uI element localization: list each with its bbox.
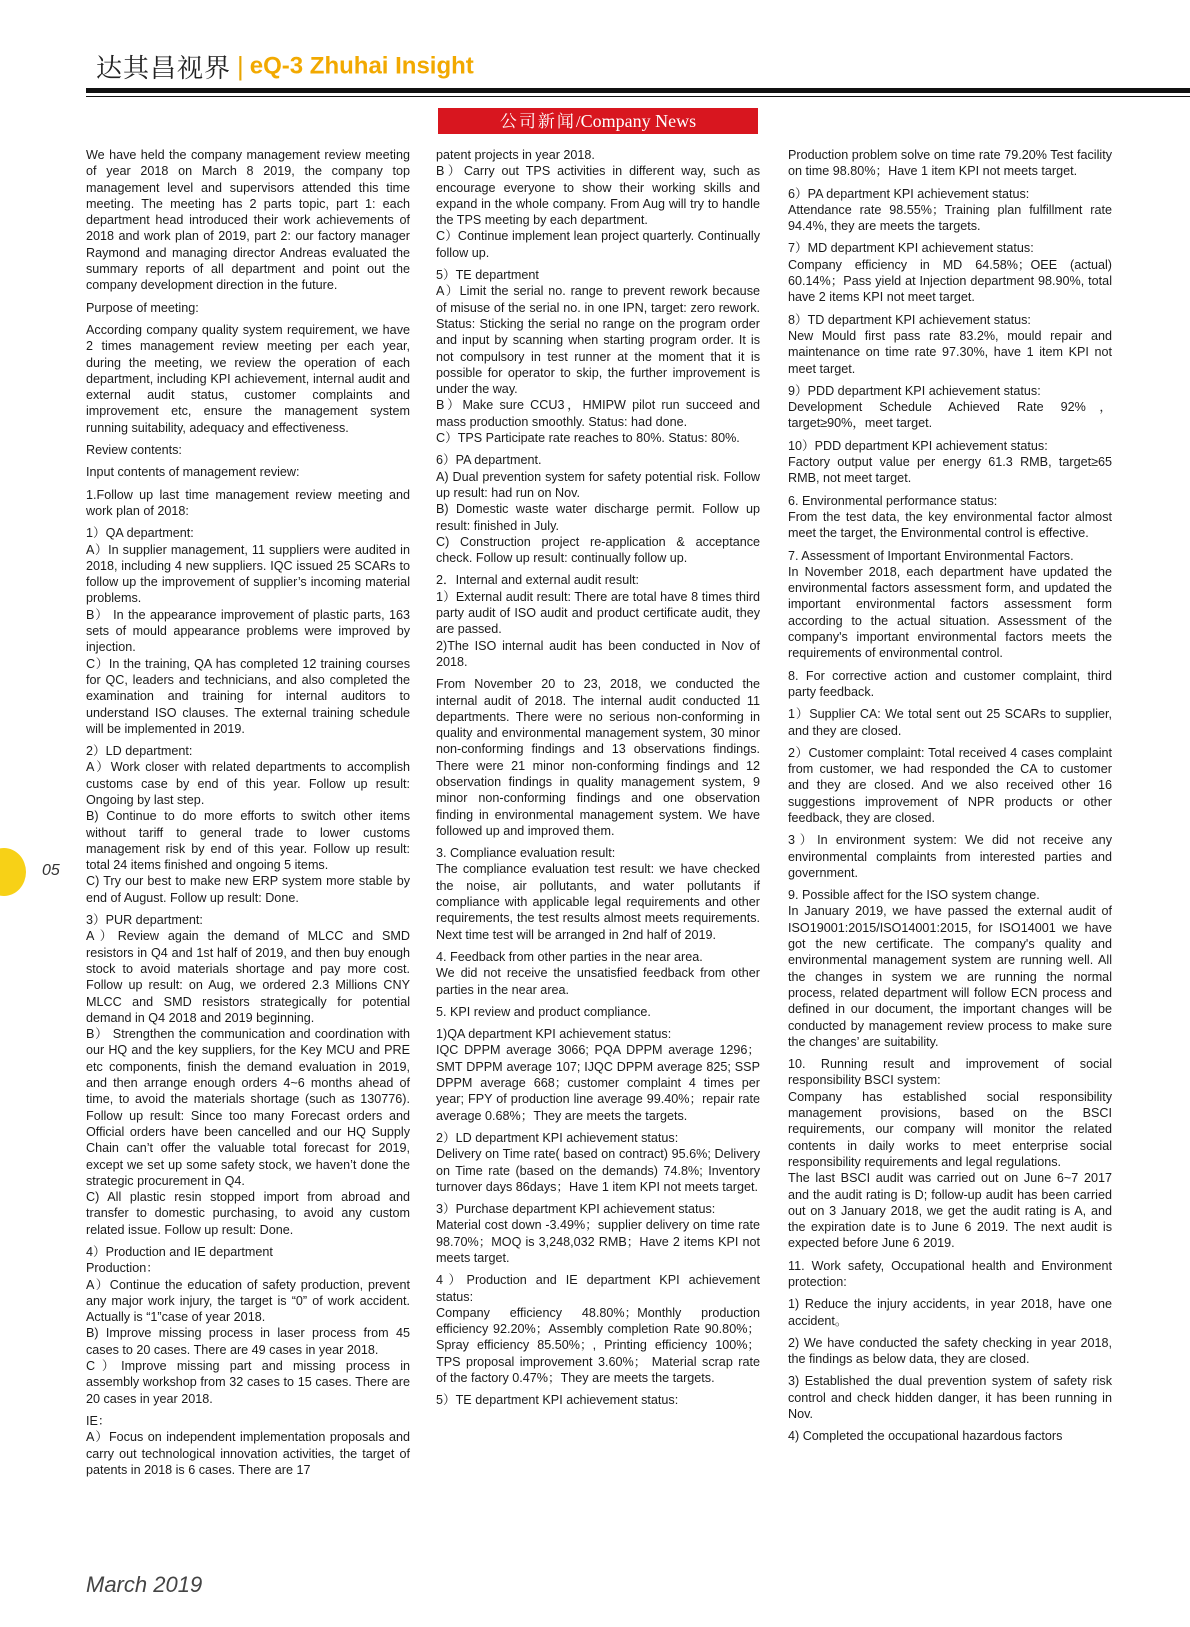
masthead-title-cn: 达其昌视界 [96, 54, 232, 84]
paragraph: 6. Environmental performance status: From the test data, the key environmental factor almost meet the target, the Environmental control is effective. [788, 493, 1112, 541]
paragraph: 4）Production and IE department KPI achievement status: Company efficiency 48.80%；Monthly production efficiency 92.20%；Assembly completion Rate 90.80%；Spray efficiency 85.50%；, Printing efficiency 100%；TPS proposal improvement 3.60%； Material scrap rate of the factory 0.47%；They are meets the targets. [436, 1273, 760, 1386]
page-number: 05 [42, 862, 60, 879]
article-column-1 [86, 147, 410, 1484]
paragraph: According company quality system requirement, we have 2 times management review meeting per each year, during the meeting, we review the operation of each department, including KPI achievement, internal audit and external audit status, customer complaints and improvement etc, ensure the management system running suitability, adequacy and effectiveness. [86, 322, 410, 435]
paragraph: 1）QA department: A）In supplier management, 11 suppliers were audited in 2018, including 4 new suppliers. IQC issued 25 SCARs to follow up the improvement of supplier’s incoming material problems. B） In the appearance improvement of plastic parts, 163 sets of mould appearance problems were improved by injection. C）In the training, QA has completed 12 training courses for QC, leaders and technicians, and also completed the examination and training for internal auditors to understand ISO clauses. The external training schedule will be implemented in 2019. [86, 526, 410, 736]
section-banner-en: Company News [580, 111, 697, 131]
paragraph: Production problem solve on time rate 79.20% Test facility on time 98.80%；Have 1 item KPI not meets target. [788, 148, 1112, 179]
masthead-separator: | [237, 51, 244, 81]
paragraph: 2) We have conducted the safety checking in year 2018, the findings as below data, they are closed. [788, 1335, 1112, 1367]
paragraph: 1) Reduce the injury accidents, in year 2018, have one accident。 [788, 1297, 1112, 1328]
paragraph: 6）PA department. A) Dual prevention system for safety potential risk. Follow up result: had run on Nov. B) Domestic waste water discharge permit. Follow up result: finished in July. C) Construction project re-application & acceptance check. Follow up result: continually follow up. [436, 453, 760, 566]
masthead [96, 48, 474, 88]
section-banner-slash: / [575, 112, 581, 131]
paragraph: Purpose of meeting: [86, 300, 199, 315]
paragraph: 8. For corrective action and customer complaint, third party feedback. [788, 668, 1112, 699]
article-column-2 [436, 147, 760, 1415]
paragraph: patent projects in year 2018. B）Carry out TPS activities in different way, such as encourage everyone to show their working skills and expand in the whole company. From Aug will try to handle the TPS meeting by each department. C）Continue implement lean project quarterly. Continually follow up. [436, 148, 760, 260]
paragraph: 2）LD department: A）Work closer with related departments to accomplish customs case by end of this year. Follow up result: Ongoing by last step. B) Continue to do more efforts to switch other items without tariff to general trade to lower customs management risk by end of this year. Follow up result: total 24 items finished and ongoing 5 items. C) Try our best to make new ERP system more stable by end of August. Follow up result: Done. [86, 744, 410, 905]
paragraph: 4. Feedback from other parties in the near area. We did not receive the unsatisfied feedback from other parties in the near area. [436, 949, 760, 997]
paragraph: 2）LD department KPI achievement status: Delivery on Time rate( based on contract) 95.6%; Delivery on Time rate (based on the demands) 74.8%; Inventory turnover days 86days；Have 1 item KPI not meets target. [436, 1130, 760, 1194]
section-banner-cn: 公司新闻 [499, 112, 576, 132]
paragraph: 9. Possible affect for the ISO system change. In January 2019, we have passed the external audit of ISO19001:2015/ISO14001:2015, for ISO14001 we have got the new certificate. The company's quality and environmental management system are running well. All the changes in system we are running the normal process, related department will follow ECN process and defined in our document, the important changes will be conducted by management review process to make sure the changes’ are suitability. [788, 888, 1112, 1049]
paragraph: IE： A）Focus on independent implementation proposals and carry out technological innovation activities, the target of patents in 2018 is 6 cases. There are 17 [86, 1413, 410, 1477]
paragraph: 9）PDD department KPI achievement status: Development Schedule Achieved Rate 92%，target≥90%，meet target. [788, 383, 1112, 431]
paragraph: 5）TE department A）Limit the serial no. range to prevent rework because of misuse of the serial no. in one IPN, target: zero rework. Status: Sticking the serial no range on the program order and input by scanning when starting program order. It is not compulsory in test runner at the moment that it is possible for operator to skip, the further improvement is under the way. B）Make sure CCU3，HMIPW pilot run succeed and mass production smoothly. Status: had done. C）TPS Participate rate reaches to 80%. Status: 80%. [436, 268, 760, 446]
paragraph: 4) Completed the occupational hazardous factors [788, 1429, 1063, 1444]
page-tab-marker [0, 848, 26, 896]
paragraph: From November 20 to 23, 2018, we conducted the internal audit of 2018. The internal audit conducted 11 departments. There were no serious non-conforming in quality and environmental management system, 30 minor non-conforming findings and 13 observations findings. There were 21 minor non-conforming findings and 12 observation findings in quality management system, 9 minor non-conforming findings and one observation finding in environmental management system. We have followed up and improved them. [436, 677, 760, 838]
paragraph: Input contents of management review: [86, 465, 300, 480]
paragraph: 5. KPI review and product compliance. [436, 1004, 651, 1019]
paragraph: 2．Internal and external audit result: 1）External audit result: There are total have 8 times third party audit of ISO audit and product certificate audit, they are passed. 2)The ISO internal audit has been conducted in Nov of 2018. [436, 573, 760, 669]
paragraph: 7）MD department KPI achievement status: Company efficiency in MD 64.58%；OEE (actual) 60.14%；Pass yield at Injection department 98.90%, total have 2 items KPI not meet target. [788, 241, 1112, 305]
paragraph: 8）TD department KPI achievement status: New Mould first pass rate 83.2%, mould repair and maintenance on time rate 97.30%, have 1 item KPI not meet target. [788, 312, 1112, 376]
paragraph: 10. Running result and improvement of social responsibility BSCI system: Company has established social responsibility management provisions, based on the BSCI requirements, our company will monitor the related contents in daily works to meet enterprise social responsibility requirements and legal regulations. The last BSCI audit was carried out on June 6~7 2017 and the audit rating is D; follow-up audit has been carried out on 3 January 2018, we get the audit rating is A, and the expiration date is to June 6 2019. The next audit is expected before June 6 2019. [788, 1057, 1112, 1251]
paragraph: 3. Compliance evaluation result: The compliance evaluation test result: we have checked the noise, air pollutants, and water pollutants if compliance with applicable legal requirements and other requirements, the test results almost meets requirements. Next time test will be arranged in 2nd half of 2019. [436, 846, 760, 942]
footer-date: March 2019 [86, 1572, 203, 1597]
paragraph: 7. Assessment of Important Environmental Factors. In November 2018, each department have updated the environmental factors assessment form, and updated the important environmental factors assessment form according to the actual situation. Assessment of the company's important environmental factors meets the requirements of environmental control. [788, 548, 1112, 661]
paragraph: 3）In environment system: We did not receive any environmental complaints from interested parties and government. [788, 833, 1112, 880]
masthead-title-en: eQ-3 Zhuhai Insight [249, 52, 474, 80]
paragraph: 1）Supplier CA: We total sent out 25 SCARs to supplier, and they are closed. [788, 707, 1112, 738]
paragraph: 10）PDD department KPI achievement status: Factory output value per energy 61.3 RMB, target≥65 RMB, not meet target. [788, 438, 1112, 486]
paragraph: 1)QA department KPI achievement status: IQC DPPM average 3066; PQA DPPM average 1296；SMT DPPM average 107; IJQC DPPM average 825; SSP DPPM average 668；customer complaint 4 times per year; FPY of production line average 99.40%；repair rate average 0.68%；They are meets the targets. [436, 1027, 760, 1123]
paragraph: Review contents: [86, 443, 182, 458]
section-banner [438, 108, 758, 134]
paragraph: 6）PA department KPI achievement status: Attendance rate 98.55%；Training plan fulfillment rate 94.4%, they are meets the targets. [788, 186, 1112, 234]
paragraph: 5）TE department KPI achievement status: [436, 1393, 679, 1408]
paragraph: 3）Purchase department KPI achievement status: Material cost down -3.49%；supplier delivery on time rate 98.70%；MOQ is 3,248,032 RMB；Have 2 items KPI not meets target. [436, 1202, 760, 1265]
paragraph: 3) Established the dual prevention system of safety risk control and check hidden danger, it has been running in Nov. [788, 1374, 1112, 1422]
article-column-3 [788, 147, 1112, 1451]
paragraph: We have held the company management review meeting of year 2018 on March 8 2019, the company top management level and supervisors attended this time meeting. The meeting has 2 parts topic, part 1: each department head introduced their work achievements of 2018 and work plan of 2019, part 2: our factory manager Raymond and managing director Andreas evaluated the summary reports of all department and point out the company development direction in the future. [86, 148, 410, 293]
paragraph: 2）Customer complaint: Total received 4 cases complaint from customer, we had responded the CA to customer and they are closed. And we also received other 16 suggestions improvement of NPR products or other feedback, they are closed. [788, 745, 1112, 825]
paragraph: 4）Production and IE department Production： A）Continue the education of safety production, prevent any major work injury, the target is “0” of work accident. Actually is “1”case of year 2018. B) Improve missing process in laser process from 45 cases to 20 cases. There are 49 cases in year 2018. C）Improve missing part and missing process in assembly workshop from 32 cases to 15 cases. There are 20 cases in year 2018. [86, 1245, 410, 1406]
paragraph: 3）PUR department: A）Review again the demand of MLCC and SMD resistors in Q4 and 1st half of 2019, and then buy enough stock to avoid materials shortage and pay more cost. Follow up result: on Aug, we ordered 2.3 Millions CNY MLCC and SMD resistors strategically for potential demand in Q4 2018 and 2019 beginning. B） Strengthen the communication and coordination with our HQ and the key suppliers, for the Key MCU and PRE etc components, finish the demand evaluation in 2019, and then arrange enough orders 4~6 months ahead of time, to avoid the materials shortage (such as 130776). Follow up result: Since too many Forecast orders and Official orders have been cancelled and our HQ Supply Chain can’t offer the valuable total forecast for 2019, except we set up some safety stock, we haven’t done the strategic procurement in Q4. C) All plastic resin stopped import from abroad and transfer to domestic purchasing, to avoid any custom related issue. Follow up result: Done. [86, 913, 410, 1237]
paragraph: 11. Work safety, Occupational health and Environment protection: [788, 1258, 1112, 1289]
paragraph: 1.Follow up last time management review meeting and work plan of 2018: [86, 487, 410, 518]
header-rule-thin [86, 96, 1190, 97]
header-rule-thick [86, 88, 1190, 93]
